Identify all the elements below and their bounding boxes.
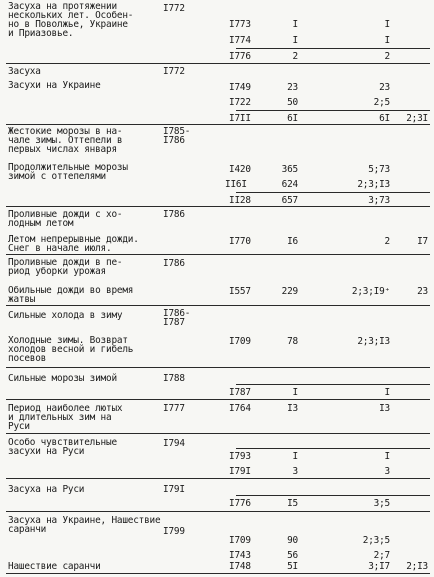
ref-count: 624 xyxy=(281,179,298,190)
event-description: Засухи на Украине xyxy=(8,80,101,91)
ref-count: 3 xyxy=(292,466,298,477)
row-divider xyxy=(6,573,430,574)
event-description: Период наиболее лютых и длительных зим на Руси xyxy=(8,403,123,432)
ref-sources: 23 xyxy=(379,82,390,93)
ref-year: I7II xyxy=(229,113,251,124)
ref-extra: 2;I3 xyxy=(406,561,428,572)
ref-sources: 3;I7 xyxy=(368,561,390,572)
row-divider xyxy=(6,124,430,125)
sub-divider xyxy=(236,495,430,496)
event-year: I79I xyxy=(163,484,185,495)
ref-sources: 2;5 xyxy=(373,97,390,108)
event-description: Жестокие морозы в на- чале зимы. Оттепели в первых числах января xyxy=(8,126,123,155)
ref-count: 5I xyxy=(287,561,298,572)
ref-sources: 3;73 xyxy=(368,195,390,206)
ref-year: I749 xyxy=(229,82,251,93)
ref-sources: 2;7 xyxy=(373,550,390,561)
event-year: I786 xyxy=(163,258,185,269)
ref-sources: 6I xyxy=(379,113,390,124)
ref-count: I xyxy=(292,35,298,46)
event-description: Засуха на Украине, Нашествие саранчи xyxy=(8,515,161,535)
sub-divider xyxy=(236,48,430,49)
row-divider xyxy=(6,206,430,207)
ref-year: I557 xyxy=(229,286,251,297)
sub-divider xyxy=(236,110,430,111)
ref-count: 229 xyxy=(281,286,298,297)
ref-count: 90 xyxy=(287,535,298,546)
event-year: I786- I787 xyxy=(163,308,191,328)
event-year: I786 xyxy=(163,209,185,220)
ref-count: 6I xyxy=(287,113,298,124)
ref-year: I773 xyxy=(229,19,251,30)
ref-count: 2 xyxy=(292,51,298,62)
row-divider xyxy=(6,305,430,306)
ref-year: I420 xyxy=(229,164,251,175)
ref-count: 657 xyxy=(281,195,298,206)
event-year: I788 xyxy=(163,373,185,384)
ref-count: I5 xyxy=(287,498,298,509)
event-description: Нашествие саранчи xyxy=(8,561,101,572)
row-divider xyxy=(6,399,430,400)
ref-count: 56 xyxy=(287,550,298,561)
event-year: I799 xyxy=(163,526,185,537)
ref-count: I xyxy=(292,19,298,30)
ref-count: 50 xyxy=(287,97,298,108)
ref-count: 78 xyxy=(287,336,298,347)
ref-year: I776 xyxy=(229,498,251,509)
ref-year: I709 xyxy=(229,336,251,347)
row-divider xyxy=(6,254,430,255)
row-divider xyxy=(6,433,430,434)
row-divider xyxy=(6,478,430,479)
event-description: Сильные холода в зиму xyxy=(8,310,123,321)
ref-count: I3 xyxy=(287,403,298,414)
ref-count: 365 xyxy=(281,164,298,175)
ref-sources: I xyxy=(384,35,390,46)
ref-count: I6 xyxy=(287,236,298,247)
ref-year: I743 xyxy=(229,550,251,561)
ref-count: I xyxy=(292,451,298,462)
row-divider xyxy=(6,367,430,368)
event-description: Обильные дожди во время жатвы xyxy=(8,285,134,305)
event-year: I794 xyxy=(163,438,185,449)
ref-year: I793 xyxy=(229,451,251,462)
event-description: Проливные дожди в пе- риод уборки урожая xyxy=(8,257,123,277)
ref-sources: 3;5 xyxy=(373,498,390,509)
ref-sources: 2;3;I9⁺ xyxy=(351,286,390,297)
ref-extra: I7 xyxy=(417,236,428,247)
ref-extra: 23 xyxy=(417,286,428,297)
sub-divider xyxy=(236,448,430,449)
ref-sources: I3 xyxy=(379,403,390,414)
event-year: I772 xyxy=(163,3,185,14)
ref-year: I709 xyxy=(229,535,251,546)
ref-year: I722 xyxy=(229,97,251,108)
ref-year: I774 xyxy=(229,35,251,46)
ref-sources: 2 xyxy=(384,236,390,247)
event-year: I785- I786 xyxy=(163,126,191,146)
event-description: Засуха на Руси xyxy=(8,484,85,495)
sub-divider xyxy=(236,192,430,193)
row-divider xyxy=(6,63,430,64)
event-description: Засуха на протяжении нескольких лет. Особен- но в Поволжье, Украине и Приазовье. xyxy=(8,1,134,39)
ref-sources: 2 xyxy=(384,51,390,62)
ref-year: I776 xyxy=(229,51,251,62)
event-description: Сильные морозы зимой xyxy=(8,373,117,384)
ref-sources: 2;3;5 xyxy=(362,535,390,546)
event-year: I777 xyxy=(163,403,185,414)
ref-year: I764 xyxy=(229,403,251,414)
event-description: Летом непрерывные дожди. Снег в начале июля. xyxy=(8,234,139,254)
ref-year: I79I xyxy=(229,466,251,477)
event-description: Проливные дожди с хо- лодным летом xyxy=(8,209,123,229)
row-divider xyxy=(6,511,430,512)
event-description: Холодные зимы. Возврат холодов весной и гибель посевов xyxy=(8,335,134,364)
ref-sources: I xyxy=(384,19,390,30)
sub-divider xyxy=(236,384,430,385)
ref-year: I748 xyxy=(229,561,251,572)
event-year: I772 xyxy=(163,66,185,77)
ref-sources: I xyxy=(384,451,390,462)
ref-sources: 5;73 xyxy=(368,164,390,175)
event-description: Особо чувствительные засухи на Руси xyxy=(8,437,117,457)
ref-year: I770 xyxy=(229,236,251,247)
ref-year: II6I xyxy=(225,179,247,190)
ref-count: 23 xyxy=(287,82,298,93)
event-description: Засуха xyxy=(8,66,41,77)
ref-extra: 2;3I xyxy=(406,113,428,124)
event-description: Продолжительные морозы зимой с оттепелями xyxy=(8,162,128,182)
ref-count: I xyxy=(292,387,298,398)
ref-sources: I xyxy=(384,387,390,398)
ref-sources: 2;3;I3 xyxy=(357,179,390,190)
ref-year: I787 xyxy=(229,387,251,398)
ref-year: II28 xyxy=(229,195,251,206)
ref-sources: 3 xyxy=(384,466,390,477)
ref-sources: 2;3;I3 xyxy=(357,336,390,347)
